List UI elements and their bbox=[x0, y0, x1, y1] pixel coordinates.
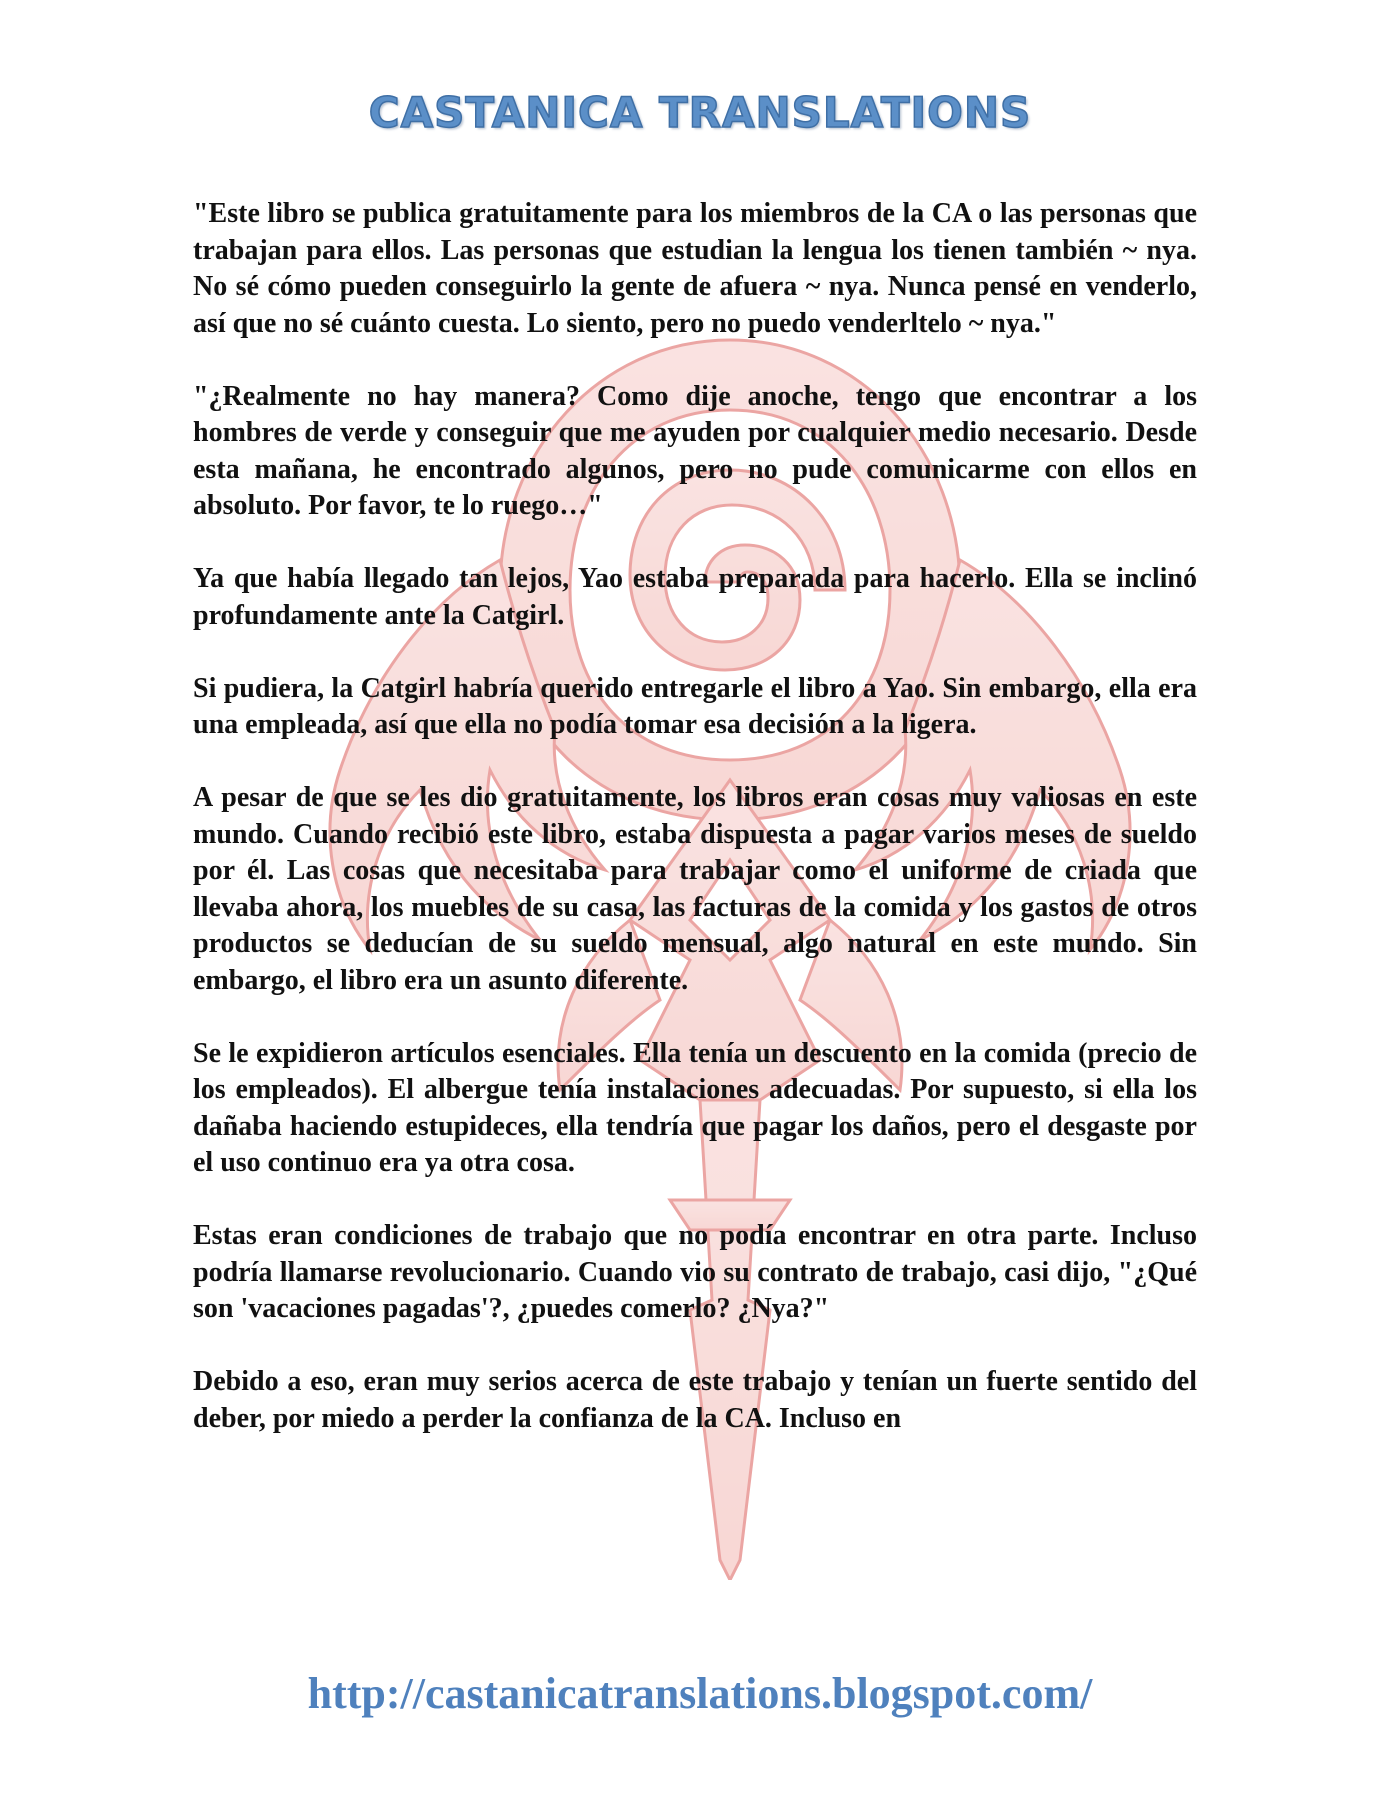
paragraph-6: Se le expidieron artículos esenciales. Ella tenía un descuento en la comida (precio de los empleados). El albergue tenía instalaciones adecuadas. Por supuesto, si ella los dañaba haciendo estupideces, ella tendría que pagar los daños, pero el desgaste por el uso continuo era ya otra cosa. bbox=[193, 1037, 1197, 1178]
footer-url-link[interactable]: http://castanicatranslations.blogspot.com/ bbox=[307, 1669, 1093, 1718]
paragraph-1: "Este libro se publica gratuitamente para los miembros de la CA o las personas que trabajan para ellos. Las personas que estudian la lengua los tienen también ~ nya. No sé cómo pueden conseguirlo la gente de afuera ~ nya. Nunca pensé en venderlo, así que no sé cuánto cuesta. Lo siento, pero no puedo venderltelo ~ nya." bbox=[193, 198, 1197, 339]
paragraph-5: A pesar de que se les dio gratuitamente, los libros eran cosas muy valiosas en este mundo. Cuando recibió este libro, estaba dispuesta a pagar varios meses de sueldo por él. Las cosas que necesitaba para trabajar como el uniforme de criada que llevaba ahora, los muebles de su casa, las facturas de la comida y los gastos de otros productos se deducían de su sueldo mensual, algo natural en este mundo. Sin embargo, el libro era un asunto diferente. bbox=[193, 782, 1197, 996]
body-text bbox=[193, 196, 1197, 1474]
paragraph-2: "¿Realmente no hay manera? Como dije anoche, tengo que encontrar a los hombres de verde y conseguir que me ayuden por cualquier medio necesario. Desde esta mañana, he encontrado algunos, pero no pude comunicarme con ellos en absoluto. Por favor, te lo ruego…" bbox=[193, 380, 1197, 521]
paragraph-4: Si pudiera, la Catgirl habría querido entregarle el libro a Yao. Sin embargo, ella era una empleada, así que ella no podía tomar esa decisión a la ligera. bbox=[193, 672, 1197, 740]
paragraph-7: Estas eran condiciones de trabajo que no podía encontrar en otra parte. Incluso podría llamarse revolucionario. Cuando vio su contrato de trabajo, casi dijo, "¿Qué son 'vacaciones pagadas'?, ¿puedes comerlo? ¿Nya?" bbox=[193, 1220, 1197, 1324]
paragraph-8: Debido a eso, eran muy serios acerca de este trabajo y tenían un fuerte sentido del deber, por miedo a perder la confianza de la CA. Incluso en bbox=[193, 1366, 1197, 1434]
paragraph-3: Ya que había llegado tan lejos, Yao estaba preparada para hacerlo. Ella se inclinó profundamente ante la Catgirl. bbox=[193, 563, 1197, 631]
page-header-title: CASTANICA TRANSLATIONS bbox=[368, 88, 1032, 137]
